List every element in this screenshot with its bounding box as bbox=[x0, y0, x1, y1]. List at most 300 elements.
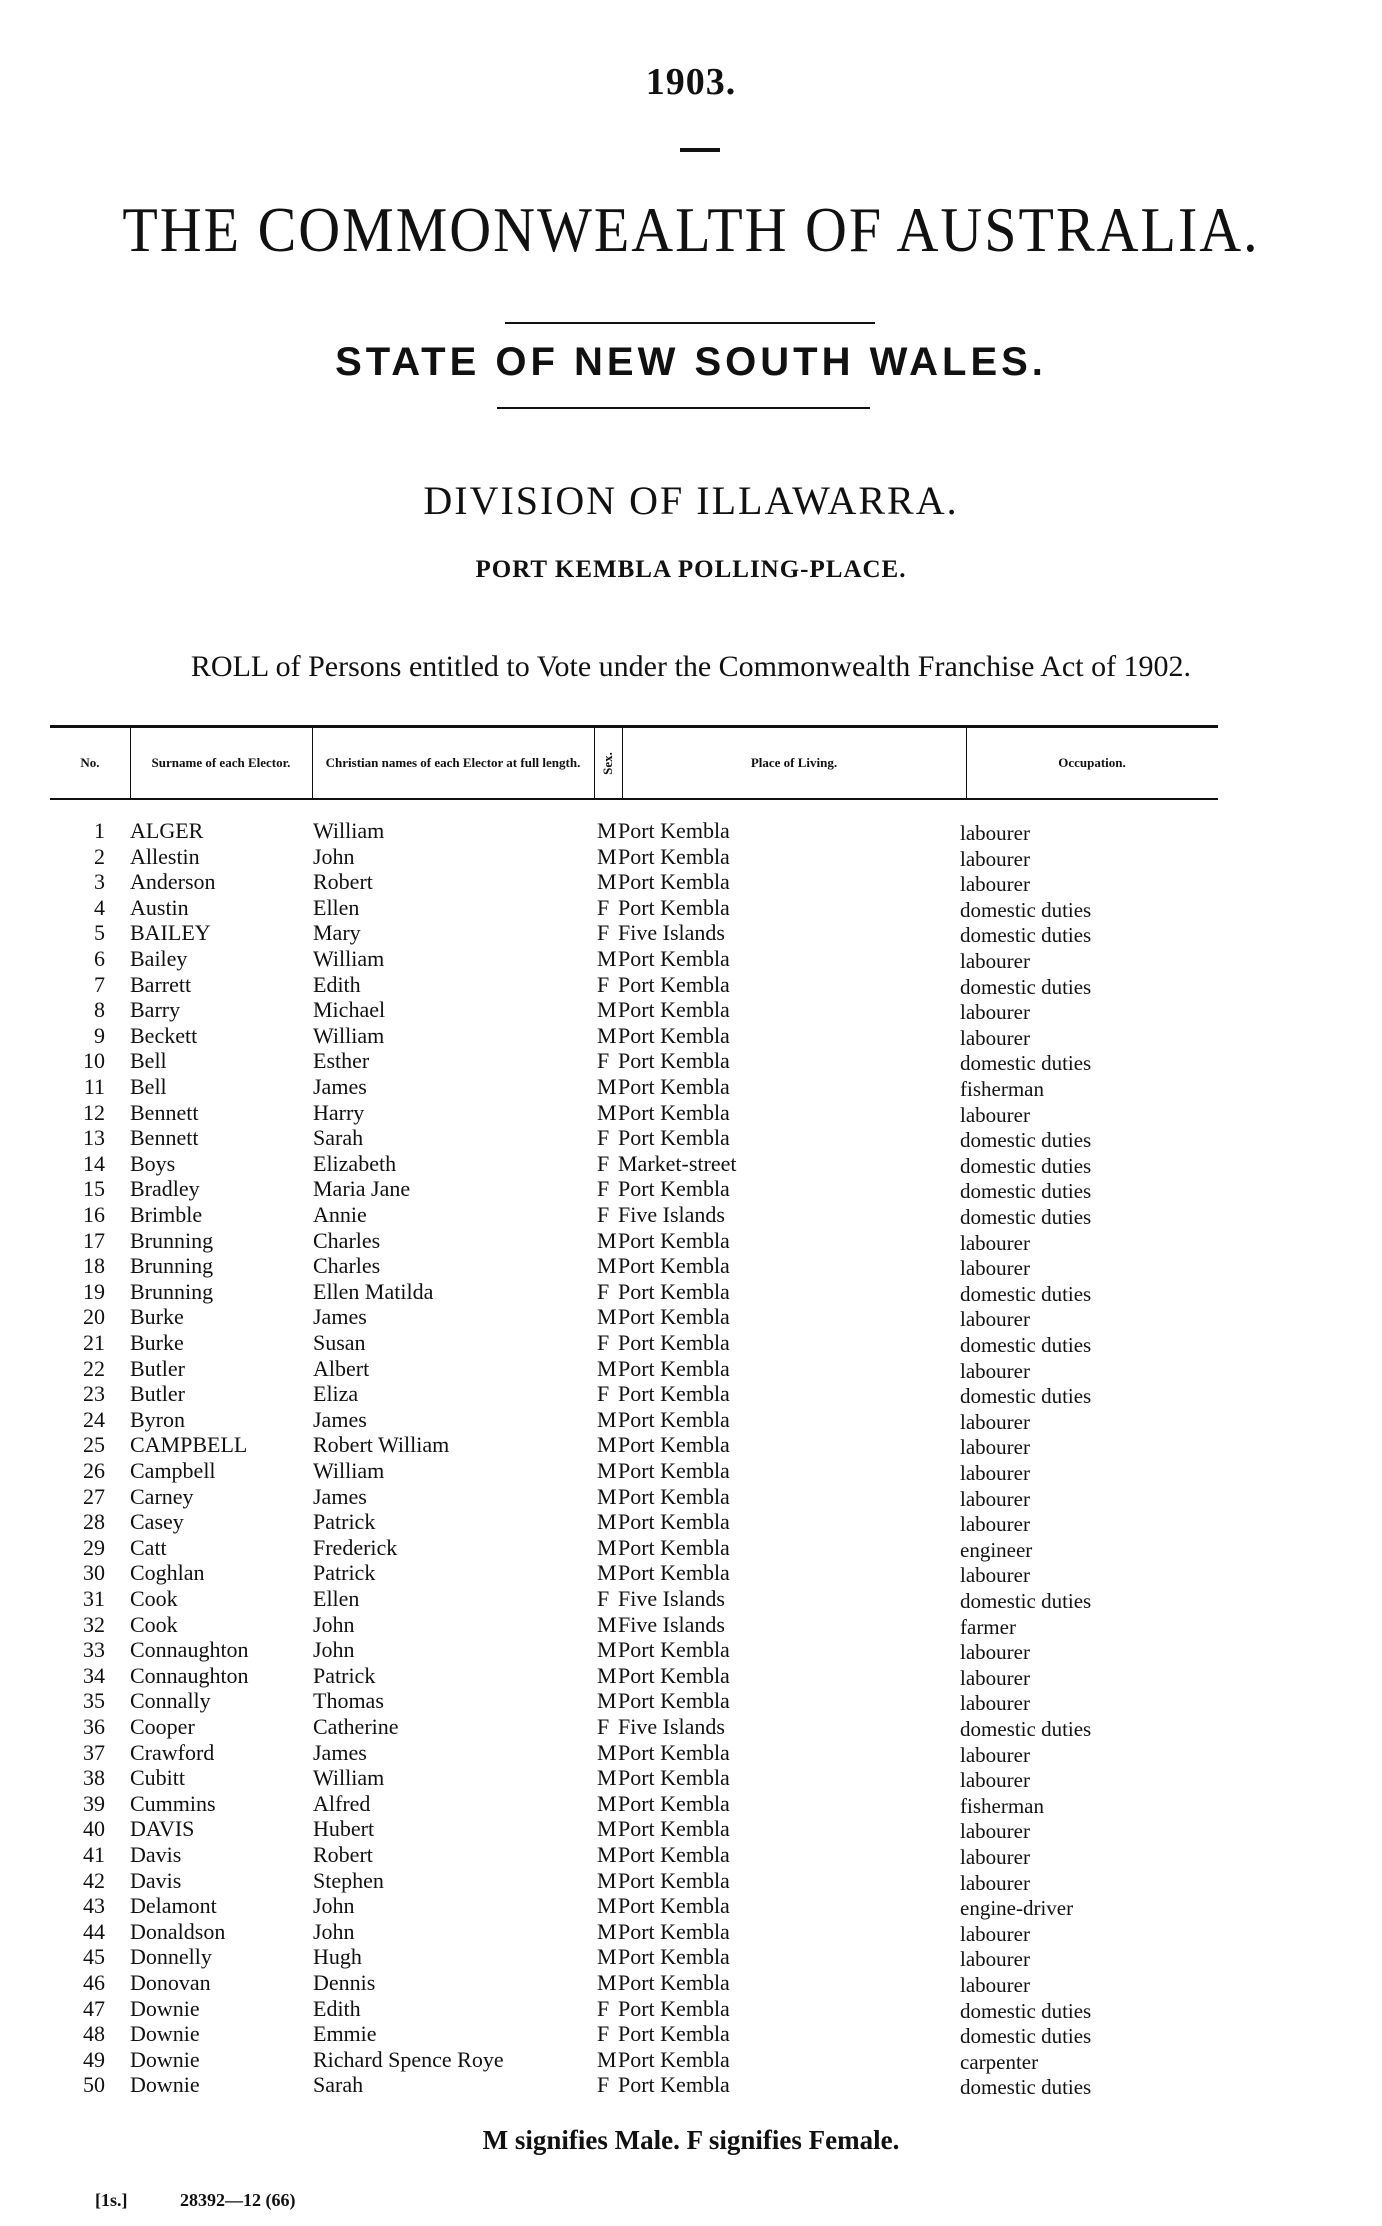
table-row bbox=[0, 1202, 1382, 1227]
cell-no: 28 bbox=[83, 1509, 105, 1535]
table-row bbox=[0, 895, 1382, 920]
cell-place: Five Islands bbox=[618, 1202, 725, 1227]
header-christian-names: Christian names of each Elector at full length. bbox=[325, 754, 581, 770]
cell-sex: M bbox=[597, 1918, 617, 1944]
cell-surname: DAVIS bbox=[130, 1816, 195, 1842]
cell-no: 31 bbox=[83, 1586, 105, 1611]
cell-place: Five Islands bbox=[618, 1586, 725, 1611]
cell-no: 46 bbox=[83, 1970, 105, 1995]
cell-sex: M bbox=[597, 843, 617, 869]
cell-occupation: labourer bbox=[960, 1845, 1030, 1869]
cell-occupation: labourer bbox=[960, 1358, 1030, 1383]
cell-sex: M bbox=[597, 1611, 617, 1637]
cell-christian: Thomas bbox=[313, 1688, 384, 1714]
table-row bbox=[0, 1253, 1382, 1281]
table-row bbox=[0, 1279, 1382, 1304]
cell-sex: M bbox=[597, 1662, 617, 1688]
cell-occupation: engine-driver bbox=[960, 1896, 1074, 1921]
cell-sex: M bbox=[597, 1944, 617, 1970]
table-row bbox=[0, 2072, 1382, 2100]
cell-place: Port Kembla bbox=[618, 2046, 730, 2072]
cell-place: Five Islands bbox=[618, 1611, 725, 1637]
cell-sex: F bbox=[597, 1995, 610, 2021]
cell-place: Port Kembla bbox=[618, 946, 730, 971]
cell-christian: Charles bbox=[313, 1227, 381, 1253]
cell-christian: Elizabeth bbox=[313, 1150, 397, 1176]
cell-place: Port Kembla bbox=[618, 1688, 730, 1714]
cell-surname: Cooper bbox=[130, 1714, 195, 1739]
cell-christian: William bbox=[313, 818, 385, 843]
cell-occupation: labourer bbox=[960, 1947, 1030, 1972]
cell-occupation: domestic duties bbox=[960, 897, 1092, 922]
cell-surname: Beckett bbox=[130, 1022, 198, 1048]
cell-christian: Sarah bbox=[313, 2072, 364, 2098]
cell-christian: Hubert bbox=[313, 1816, 375, 1842]
cell-place: Port Kembla bbox=[618, 1739, 730, 1765]
cell-christian: Mary bbox=[313, 920, 361, 946]
cell-sex: M bbox=[597, 1534, 617, 1560]
cell-sex: M bbox=[597, 1099, 617, 1125]
cell-no: 9 bbox=[94, 1022, 105, 1048]
cell-christian: Patrick bbox=[313, 1509, 376, 1535]
cell-sex: M bbox=[597, 1227, 617, 1253]
cell-christian: Charles bbox=[313, 1253, 381, 1279]
title-divider-bottom bbox=[497, 407, 870, 409]
cell-christian: John bbox=[313, 843, 355, 869]
cell-christian: Michael bbox=[313, 997, 386, 1023]
cell-surname: ALGER bbox=[130, 818, 204, 843]
cell-no: 30 bbox=[83, 1560, 105, 1586]
cell-surname: CAMPBELL bbox=[130, 1432, 248, 1458]
table-row bbox=[0, 1688, 1382, 1716]
table-row bbox=[0, 1612, 1382, 1637]
cell-sex: M bbox=[597, 1970, 617, 1995]
cell-no: 8 bbox=[94, 997, 105, 1023]
cell-occupation: labourer bbox=[960, 1640, 1030, 1665]
cell-place: Port Kembla bbox=[618, 1406, 730, 1432]
cell-no: 41 bbox=[83, 1842, 105, 1867]
table-row bbox=[0, 1586, 1382, 1611]
cell-occupation: labourer bbox=[960, 1307, 1030, 1332]
cell-sex: F bbox=[597, 1176, 610, 1202]
cell-place: Port Kembla bbox=[618, 1227, 730, 1253]
cell-christian: Maria Jane bbox=[313, 1176, 411, 1202]
cell-sex: F bbox=[597, 894, 610, 920]
cell-occupation: domestic duties bbox=[960, 1051, 1092, 1076]
cell-no: 14 bbox=[83, 1150, 105, 1176]
cell-no: 4 bbox=[94, 894, 105, 920]
cell-christian: Esther bbox=[313, 1048, 370, 1074]
cell-place: Port Kembla bbox=[618, 1074, 730, 1099]
cell-occupation: labourer bbox=[960, 1486, 1030, 1511]
cell-no: 1 bbox=[94, 818, 105, 843]
cell-christian: William bbox=[313, 946, 385, 971]
cell-no: 29 bbox=[83, 1534, 105, 1560]
cell-surname: Cubitt bbox=[130, 1765, 186, 1791]
cell-sex: M bbox=[597, 1560, 617, 1586]
cell-sex: F bbox=[597, 971, 610, 997]
cell-no: 17 bbox=[83, 1227, 105, 1253]
cell-place: Port Kembla bbox=[618, 1765, 730, 1791]
cell-surname: Connally bbox=[130, 1688, 211, 1714]
cell-surname: Boys bbox=[130, 1150, 176, 1176]
cell-christian: Sarah bbox=[313, 1125, 364, 1151]
header-place-of-living: Place of Living. bbox=[750, 754, 838, 770]
cell-no: 40 bbox=[83, 1816, 105, 1842]
table-row bbox=[0, 1509, 1382, 1537]
cell-sex: F bbox=[597, 1714, 610, 1739]
table-row bbox=[0, 818, 1382, 843]
cell-no: 10 bbox=[83, 1048, 105, 1074]
cell-place: Port Kembla bbox=[618, 1944, 730, 1970]
cell-surname: Brunning bbox=[130, 1278, 214, 1304]
cell-surname: Donovan bbox=[130, 1970, 211, 1995]
cell-sex: M bbox=[597, 1253, 617, 1279]
cell-surname: Bell bbox=[130, 1048, 167, 1074]
table-row bbox=[0, 1868, 1382, 1893]
cell-occupation: labourer bbox=[960, 1102, 1030, 1127]
table-row bbox=[0, 1125, 1382, 1153]
cell-sex: F bbox=[597, 2072, 610, 2098]
form-reference: [1s.] bbox=[95, 2190, 128, 2210]
table-row bbox=[0, 1151, 1382, 1176]
cell-sex: F bbox=[597, 1125, 610, 1151]
header-sex-label: Sex. bbox=[599, 751, 615, 775]
table-row bbox=[0, 972, 1382, 997]
cell-occupation: labourer bbox=[960, 1409, 1030, 1434]
cell-occupation: domestic duties bbox=[960, 1333, 1092, 1357]
cell-christian: William bbox=[313, 1022, 385, 1048]
cell-no: 5 bbox=[94, 920, 105, 946]
cell-no: 48 bbox=[83, 2021, 105, 2047]
cell-sex: M bbox=[597, 1406, 617, 1432]
table-row bbox=[0, 869, 1382, 897]
cell-christian: Harry bbox=[313, 1099, 365, 1125]
cell-occupation: domestic duties bbox=[960, 974, 1092, 999]
cell-no: 39 bbox=[83, 1790, 105, 1816]
cell-no: 12 bbox=[83, 1099, 105, 1125]
cell-place: Port Kembla bbox=[618, 1278, 730, 1304]
cell-sex: M bbox=[597, 1893, 617, 1919]
cell-surname: Bennett bbox=[130, 1125, 199, 1151]
title-divider-top bbox=[505, 322, 875, 324]
cell-place: Port Kembla bbox=[618, 1842, 730, 1867]
cell-place: Port Kembla bbox=[618, 1304, 730, 1330]
cell-sex: F bbox=[597, 920, 610, 946]
year-divider bbox=[680, 148, 720, 152]
cell-surname: Catt bbox=[130, 1534, 167, 1560]
cell-christian: Frederick bbox=[313, 1534, 398, 1560]
cell-no: 21 bbox=[83, 1330, 105, 1355]
polling-place-title: PORT KEMBLA POLLING-PLACE. bbox=[475, 556, 907, 583]
cell-christian: James bbox=[313, 1483, 367, 1509]
cell-occupation: labourer bbox=[960, 1742, 1030, 1767]
cell-christian: Richard Spence Roye bbox=[313, 2046, 504, 2072]
cell-surname: Cummins bbox=[130, 1790, 216, 1816]
cell-no: 24 bbox=[83, 1406, 105, 1432]
table-row bbox=[0, 1560, 1382, 1588]
cell-no: 44 bbox=[83, 1918, 105, 1944]
cell-christian: John bbox=[313, 1637, 355, 1663]
cell-occupation: labourer bbox=[960, 1435, 1030, 1460]
table-row bbox=[0, 1996, 1382, 2021]
table-row bbox=[0, 1765, 1382, 1793]
cell-occupation: labourer bbox=[960, 1768, 1030, 1793]
cell-no: 7 bbox=[94, 971, 105, 997]
cell-christian: Ellen bbox=[313, 1586, 360, 1611]
cell-surname: Casey bbox=[130, 1509, 184, 1535]
cell-sex: M bbox=[597, 1790, 617, 1816]
cell-christian: James bbox=[313, 1406, 367, 1432]
cell-christian: John bbox=[313, 1918, 355, 1944]
table-row bbox=[0, 1791, 1382, 1816]
cell-place: Port Kembla bbox=[618, 1458, 730, 1483]
cell-surname: Davis bbox=[130, 1842, 182, 1867]
cell-surname: Bell bbox=[130, 1074, 167, 1099]
cell-occupation: domestic duties bbox=[960, 2024, 1092, 2049]
cell-place: Port Kembla bbox=[618, 1560, 730, 1586]
table-header bbox=[50, 725, 1218, 800]
table-row bbox=[0, 1176, 1382, 1204]
cell-occupation: labourer bbox=[960, 872, 1030, 897]
cell-christian: Ellen bbox=[313, 894, 360, 920]
cell-surname: Downie bbox=[130, 2046, 200, 2072]
table-row bbox=[0, 1637, 1382, 1665]
cell-no: 20 bbox=[83, 1304, 105, 1330]
cell-place: Port Kembla bbox=[618, 1330, 730, 1355]
cell-sex: M bbox=[597, 818, 617, 843]
cell-christian: John bbox=[313, 1893, 355, 1919]
cell-place: Port Kembla bbox=[618, 971, 730, 997]
cell-place: Port Kembla bbox=[618, 1790, 730, 1816]
cell-occupation: labourer bbox=[960, 846, 1030, 871]
cell-no: 23 bbox=[83, 1381, 105, 1407]
cell-place: Port Kembla bbox=[618, 818, 730, 843]
cell-place: Port Kembla bbox=[618, 1867, 730, 1893]
cell-no: 2 bbox=[94, 843, 105, 869]
cell-sex: M bbox=[597, 1688, 617, 1714]
cell-place: Port Kembla bbox=[618, 1022, 730, 1048]
cell-no: 34 bbox=[83, 1662, 105, 1688]
cell-occupation: labourer bbox=[960, 1025, 1030, 1050]
table-row bbox=[0, 920, 1382, 948]
table-row bbox=[0, 1740, 1382, 1765]
cell-occupation: labourer bbox=[960, 1512, 1030, 1537]
cell-place: Port Kembla bbox=[618, 1995, 730, 2021]
cell-surname: Downie bbox=[130, 1995, 200, 2021]
cell-christian: Robert William bbox=[313, 1432, 450, 1458]
cell-occupation: domestic duties bbox=[960, 1281, 1092, 1306]
cell-occupation: labourer bbox=[960, 1870, 1030, 1895]
cell-occupation: farmer bbox=[960, 1614, 1016, 1639]
header-surname: Surname of each Elector. bbox=[151, 754, 291, 770]
cell-christian: Stephen bbox=[313, 1867, 384, 1893]
cell-christian: Alfred bbox=[313, 1790, 371, 1816]
table-row bbox=[0, 1484, 1382, 1509]
commonwealth-title: THE COMMONWEALTH OF AUSTRALIA. bbox=[122, 193, 1260, 266]
table-row bbox=[0, 1407, 1382, 1432]
cell-surname: Barrett bbox=[130, 971, 192, 997]
cell-no: 35 bbox=[83, 1688, 105, 1714]
cell-surname: Donaldson bbox=[130, 1918, 226, 1944]
cell-surname: Crawford bbox=[130, 1739, 215, 1765]
cell-no: 38 bbox=[83, 1765, 105, 1791]
table-row bbox=[0, 1381, 1382, 1409]
cell-surname: Burke bbox=[130, 1330, 184, 1355]
cell-sex: M bbox=[597, 2046, 617, 2072]
cell-occupation: labourer bbox=[960, 1665, 1030, 1690]
cell-christian: Albert bbox=[313, 1355, 370, 1381]
cell-place: Port Kembla bbox=[618, 1509, 730, 1535]
cell-surname: Barry bbox=[130, 997, 181, 1023]
cell-surname: Connaughton bbox=[130, 1662, 249, 1688]
cell-no: 16 bbox=[83, 1202, 105, 1227]
cell-no: 37 bbox=[83, 1739, 105, 1765]
table-row bbox=[0, 1663, 1382, 1688]
cell-surname: Davis bbox=[130, 1867, 182, 1893]
cell-occupation: domestic duties bbox=[960, 1384, 1092, 1409]
table-row bbox=[0, 1023, 1382, 1048]
state-title: STATE OF NEW SOUTH WALES. bbox=[335, 340, 1047, 384]
division-title: DIVISION OF ILLAWARRA. bbox=[423, 478, 959, 523]
cell-place: Port Kembla bbox=[618, 997, 730, 1023]
cell-christian: James bbox=[313, 1739, 367, 1765]
cell-christian: Annie bbox=[313, 1202, 367, 1227]
cell-sex: F bbox=[597, 1150, 610, 1176]
cell-sex: M bbox=[597, 1355, 617, 1381]
table-row bbox=[0, 1970, 1382, 1995]
cell-place: Five Islands bbox=[618, 1714, 725, 1739]
header-occupation: Occupation. bbox=[1058, 754, 1126, 770]
cell-no: 3 bbox=[94, 869, 105, 895]
table-row bbox=[0, 1944, 1382, 1972]
cell-occupation: domestic duties bbox=[960, 1179, 1092, 1204]
cell-sex: F bbox=[597, 1381, 610, 1407]
table-row bbox=[0, 1714, 1382, 1739]
cell-sex: M bbox=[597, 1432, 617, 1458]
cell-occupation: carpenter bbox=[960, 2049, 1039, 2074]
cell-place: Port Kembla bbox=[618, 1176, 730, 1202]
cell-christian: Patrick bbox=[313, 1662, 376, 1688]
cell-sex: F bbox=[597, 2021, 610, 2047]
cell-sex: M bbox=[597, 1483, 617, 1509]
cell-christian: Hugh bbox=[313, 1944, 362, 1970]
cell-occupation: domestic duties bbox=[960, 1717, 1092, 1741]
cell-sex: M bbox=[597, 1816, 617, 1842]
cell-no: 18 bbox=[83, 1253, 105, 1279]
cell-no: 22 bbox=[83, 1355, 105, 1381]
cell-place: Port Kembla bbox=[618, 1253, 730, 1279]
cell-christian: Susan bbox=[313, 1330, 366, 1355]
cell-christian: William bbox=[313, 1458, 385, 1483]
cell-place: Port Kembla bbox=[618, 2021, 730, 2047]
cell-place: Port Kembla bbox=[618, 1534, 730, 1560]
sex-legend: M signifies Male. F signifies Female. bbox=[482, 2125, 900, 2155]
cell-sex: M bbox=[597, 1458, 617, 1483]
table-row bbox=[0, 1304, 1382, 1332]
cell-christian: Edith bbox=[313, 971, 361, 997]
cell-place: Port Kembla bbox=[618, 1893, 730, 1919]
cell-occupation: labourer bbox=[960, 1819, 1030, 1844]
cell-surname: Austin bbox=[130, 894, 189, 920]
cell-sex: M bbox=[597, 1074, 617, 1099]
cell-surname: Brunning bbox=[130, 1253, 214, 1279]
year-heading: 1903. bbox=[645, 61, 737, 103]
cell-sex: M bbox=[597, 1842, 617, 1867]
cell-surname: Allestin bbox=[130, 843, 200, 869]
cell-christian: Dennis bbox=[313, 1970, 376, 1995]
header-sex bbox=[594, 728, 622, 798]
cell-no: 50 bbox=[83, 2072, 105, 2098]
table-row bbox=[0, 1842, 1382, 1867]
table-row bbox=[0, 2047, 1382, 2072]
cell-no: 45 bbox=[83, 1944, 105, 1970]
cell-surname: Downie bbox=[130, 2021, 200, 2047]
header-no: No. bbox=[80, 754, 100, 770]
cell-occupation: labourer bbox=[960, 821, 1030, 845]
table-row bbox=[0, 1356, 1382, 1381]
cell-surname: Brimble bbox=[130, 1202, 203, 1227]
cell-sex: M bbox=[597, 1739, 617, 1765]
cell-no: 33 bbox=[83, 1637, 105, 1663]
cell-no: 47 bbox=[83, 1995, 105, 2021]
cell-surname: Brunning bbox=[130, 1227, 214, 1253]
table-row bbox=[0, 1330, 1382, 1355]
cell-christian: Robert bbox=[313, 869, 373, 895]
cell-surname: Butler bbox=[130, 1381, 185, 1407]
cell-surname: Bailey bbox=[130, 946, 188, 971]
cell-sex: M bbox=[597, 1304, 617, 1330]
cell-surname: Butler bbox=[130, 1355, 185, 1381]
cell-occupation: domestic duties bbox=[960, 1589, 1092, 1613]
cell-sex: F bbox=[597, 1330, 610, 1355]
cell-surname: Cook bbox=[130, 1586, 178, 1611]
cell-christian: Catherine bbox=[313, 1714, 399, 1739]
cell-place: Port Kembla bbox=[618, 1637, 730, 1663]
cell-occupation: labourer bbox=[960, 1921, 1030, 1946]
cell-place: Port Kembla bbox=[618, 2072, 730, 2098]
cell-sex: F bbox=[597, 1048, 610, 1074]
cell-no: 25 bbox=[83, 1432, 105, 1458]
cell-surname: Downie bbox=[130, 2072, 200, 2098]
cell-occupation: labourer bbox=[960, 1461, 1030, 1485]
cell-place: Port Kembla bbox=[618, 1662, 730, 1688]
table-row bbox=[0, 1228, 1382, 1253]
cell-occupation: labourer bbox=[960, 1230, 1030, 1255]
cell-surname: Cook bbox=[130, 1611, 178, 1637]
cell-no: 13 bbox=[83, 1125, 105, 1151]
roll-heading: ROLL of Persons entitled to Vote under the Commonwealth Franchise Act of 1902. bbox=[190, 650, 1192, 683]
cell-place: Port Kembla bbox=[618, 1355, 730, 1381]
cell-place: Market-street bbox=[618, 1150, 737, 1176]
cell-occupation: labourer bbox=[960, 1256, 1030, 1281]
cell-occupation: domestic duties bbox=[960, 923, 1092, 948]
cell-place: Port Kembla bbox=[618, 1816, 730, 1842]
cell-place: Port Kembla bbox=[618, 1432, 730, 1458]
cell-sex: M bbox=[597, 946, 617, 971]
cell-occupation: engineer bbox=[960, 1537, 1033, 1562]
cell-christian: William bbox=[313, 1765, 385, 1791]
cell-christian: Emmie bbox=[313, 2021, 377, 2047]
cell-occupation: labourer bbox=[960, 1563, 1030, 1588]
cell-sex: M bbox=[597, 869, 617, 895]
cell-no: 15 bbox=[83, 1176, 105, 1202]
table-row bbox=[0, 946, 1382, 971]
cell-surname: Coghlan bbox=[130, 1560, 205, 1586]
cell-surname: Anderson bbox=[130, 869, 216, 895]
cell-surname: BAILEY bbox=[130, 920, 211, 946]
cell-place: Port Kembla bbox=[618, 1970, 730, 1995]
